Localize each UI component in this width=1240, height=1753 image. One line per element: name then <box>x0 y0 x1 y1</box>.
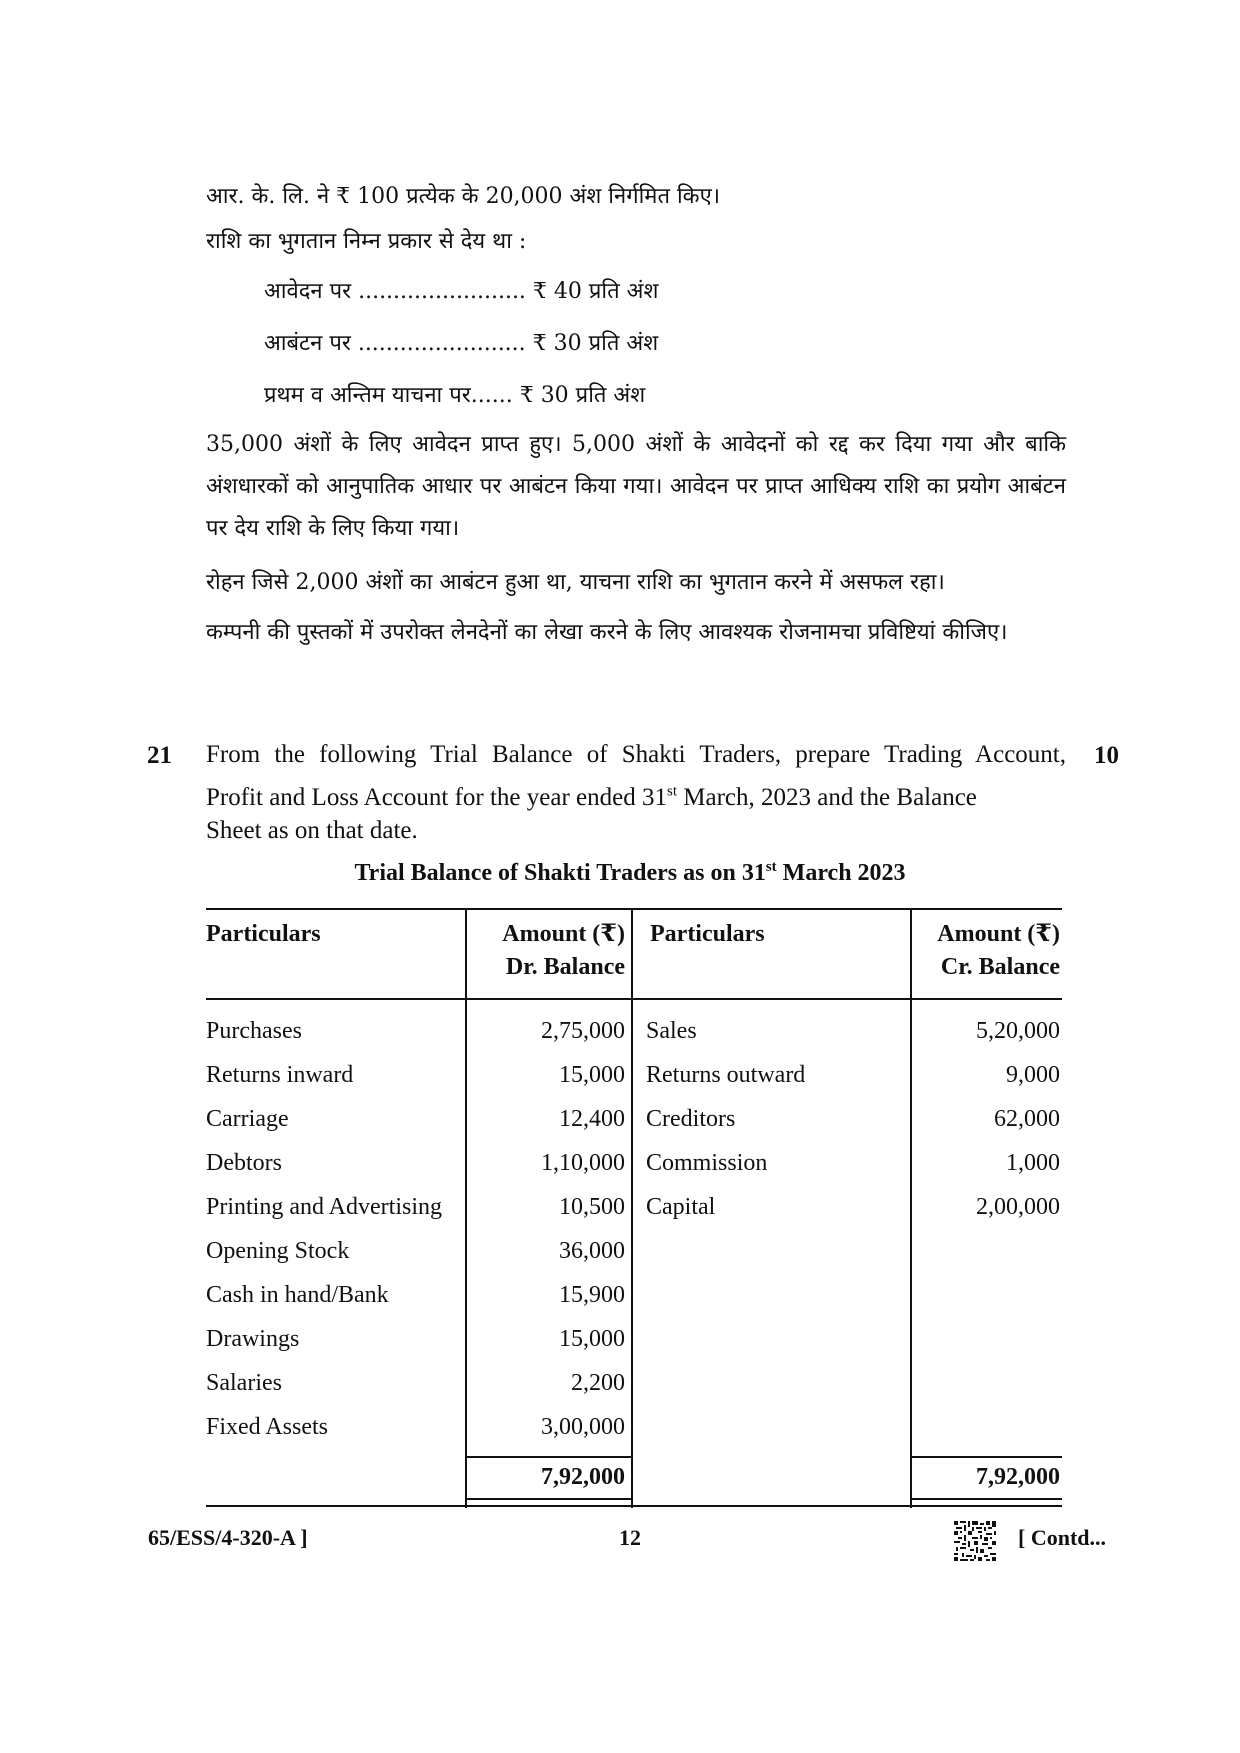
dr-row-amount: 1,10,000 <box>541 1150 625 1176</box>
column-divider-2 <box>631 908 633 1508</box>
cr-row-amount: 2,00,000 <box>976 1194 1060 1220</box>
dr-row-label: Carriage <box>206 1106 289 1132</box>
dr-row-label: Drawings <box>206 1326 300 1352</box>
dr-row-amount: 15,000 <box>559 1062 625 1088</box>
schedule-call: प्रथम व अन्तिम याचना पर...... ₹ 30 प्रति अंश <box>264 383 646 408</box>
dr-row-label: Salaries <box>206 1370 282 1396</box>
question-line-1: From the following Trial Balance of Shakti Traders, prepare Trading Account, <box>206 741 1066 768</box>
column-divider-1 <box>465 908 467 1508</box>
dr-row-label: Fixed Assets <box>206 1414 329 1440</box>
cr-total-top-rule <box>910 1456 1062 1458</box>
dr-row-amount: 36,000 <box>559 1238 625 1264</box>
hindi-line-1: आर. के. लि. ने ₹ 100 प्रत्येक के 20,000 अंश निर्गमित किए। <box>206 184 721 209</box>
dr-row-amount: 12,400 <box>559 1106 625 1132</box>
continued-label: [ Contd... <box>1018 1525 1107 1550</box>
cr-row-label: Sales <box>646 1018 697 1044</box>
header-dr-amount <box>469 918 625 984</box>
cr-row-amount: 1,000 <box>1006 1150 1060 1176</box>
table-title-sup: st <box>765 859 777 875</box>
question-line-3: Sheet as on that date. <box>206 817 418 844</box>
dr-row-label: Cash in hand/Bank <box>206 1282 389 1308</box>
dr-row-label: Debtors <box>206 1150 282 1176</box>
schedule-application: आवेदन पर ........................ ₹ 40 प्रति अंश <box>264 279 659 304</box>
schedule-allotment: आबंटन पर ........................ ₹ 30 प्रति अंश <box>264 331 659 356</box>
qr-code-icon <box>954 1521 996 1561</box>
question-line-2-post: March, 2023 and the Balance <box>677 784 977 811</box>
question-text <box>206 738 1066 847</box>
dr-row-amount: 2,75,000 <box>541 1018 625 1044</box>
header-cr-amount-line-2: Cr. Balance <box>940 954 1060 980</box>
dr-row-amount: 2,200 <box>571 1370 625 1396</box>
table-header-rule <box>206 998 1062 1000</box>
dr-row-amount: 15,900 <box>559 1282 625 1308</box>
table-title-post: March 2023 <box>776 860 906 886</box>
table-title <box>0 860 1240 887</box>
dr-row-label: Purchases <box>206 1018 302 1044</box>
cr-row-amount: 5,20,000 <box>976 1018 1060 1044</box>
cr-total-rule-1 <box>910 1498 1062 1500</box>
cr-total: 7,92,000 <box>976 1464 1060 1490</box>
hindi-paragraph-1: 35,000 अंशों के लिए आवेदन प्राप्त हुए। 5,000 अंशों के आवेदनों को रद्द कर दिया गया और बाकि अंशधारकों को आनुपातिक आधार पर आबंटन किया गया। आवेदन पर प्राप्त आधिक्य राशि का प्रयोग आबंटन पर देय राशि के लिए किया गया। <box>206 432 1066 541</box>
paper-code: 65/ESS/4-320-A ] <box>148 1525 308 1550</box>
dr-total: 7,92,000 <box>541 1464 625 1490</box>
header-cr-amount <box>914 918 1060 984</box>
header-dr-amount-line-1: Amount (₹) <box>502 921 625 947</box>
hindi-line-2: राशि का भुगतान निम्न प्रकार से देय था : <box>206 229 527 254</box>
header-cr-particulars: Particulars <box>650 921 765 947</box>
question-line-2-pre: Profit and Loss Account for the year ended 31 <box>206 784 667 811</box>
header-dr-amount-line-2: Dr. Balance <box>505 954 625 980</box>
cr-row-label: Creditors <box>646 1106 736 1132</box>
dr-row-amount: 3,00,000 <box>541 1414 625 1440</box>
header-dr-particulars: Particulars <box>206 921 321 947</box>
dr-row-label: Returns inward <box>206 1062 354 1088</box>
table-bottom-rule <box>206 1505 1062 1507</box>
table-title-pre: Trial Balance of Shakti Traders as on 31 <box>354 860 766 886</box>
trial-balance-table <box>206 908 1062 1508</box>
question-line-2 <box>206 781 1066 814</box>
dr-row-label: Opening Stock <box>206 1238 350 1264</box>
cr-row-label: Commission <box>646 1150 768 1176</box>
cr-row-label: Returns outward <box>646 1062 806 1088</box>
dr-row-label: Printing and Advertising <box>206 1194 442 1220</box>
hindi-paragraph-2: रोहन जिसे 2,000 अंशों का आबंटन हुआ था, याचना राशि का भुगतान करने में असफल रहा। <box>206 570 945 595</box>
dr-row-amount: 10,500 <box>559 1194 625 1220</box>
dr-total-rule-1 <box>465 1498 633 1500</box>
question-line-2-sup: st <box>667 783 678 800</box>
page-number: 12 <box>619 1525 641 1550</box>
dr-row-amount: 15,000 <box>559 1326 625 1352</box>
hindi-paragraph-3: कम्पनी की पुस्तकों में उपरोक्त लेनदेनों का लेखा करने के लिए आवश्यक रोजनामचा प्रविष्टियां कीजिए। <box>206 620 1008 645</box>
dr-total-top-rule <box>465 1456 633 1458</box>
cr-row-amount: 9,000 <box>1006 1062 1060 1088</box>
table-top-rule <box>206 908 1062 910</box>
question-number: 21 <box>147 742 172 769</box>
header-cr-amount-line-1: Amount (₹) <box>937 921 1060 947</box>
cr-row-amount: 62,000 <box>994 1106 1060 1132</box>
column-divider-3 <box>910 908 912 1508</box>
cr-row-label: Capital <box>646 1194 716 1220</box>
question-marks: 10 <box>1094 742 1119 769</box>
